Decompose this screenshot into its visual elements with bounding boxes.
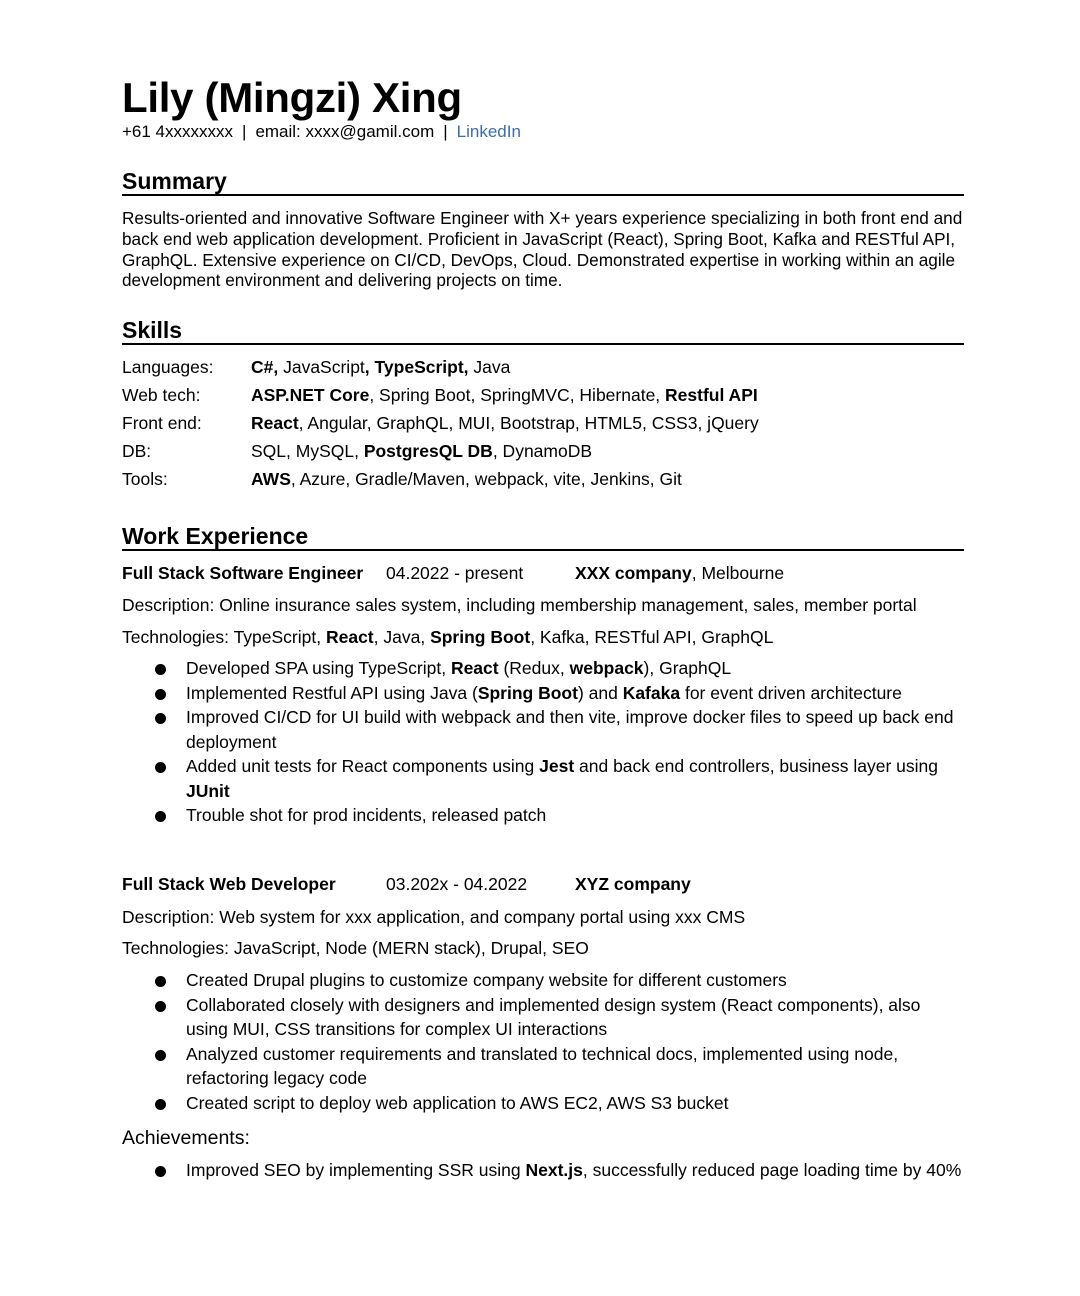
bullet-item bbox=[122, 1158, 962, 1183]
skill-category-label: Tools: bbox=[122, 469, 168, 489]
bold-text: C#, bbox=[251, 357, 279, 377]
text-run: Technologies: TypeScript, bbox=[122, 627, 326, 647]
bullet-dot-icon bbox=[155, 713, 166, 724]
achievements-bullet-list bbox=[122, 1158, 964, 1183]
company-name: XYZ company bbox=[575, 874, 691, 894]
bold-text: Kafaka bbox=[622, 682, 681, 703]
text-run: Implemented Restful API using Java ( bbox=[186, 682, 478, 703]
contact-line bbox=[122, 122, 521, 142]
bold-text: Restful API bbox=[665, 385, 758, 405]
bullet-item bbox=[122, 656, 962, 681]
skill-values bbox=[251, 440, 592, 468]
bullet-dot-icon bbox=[155, 689, 166, 700]
job-technologies bbox=[122, 626, 773, 648]
text-run: JavaScript bbox=[278, 357, 365, 377]
job-technologies bbox=[122, 937, 589, 959]
bold-text: Spring Boot bbox=[430, 627, 531, 647]
text-run: Trouble shot for prod incidents, released patch bbox=[186, 805, 547, 825]
bullet-dot-icon bbox=[155, 1050, 166, 1061]
job-header bbox=[122, 873, 964, 895]
bullet-item bbox=[122, 754, 962, 803]
bullet-item bbox=[122, 968, 962, 993]
bold-text: Next.js bbox=[525, 1160, 583, 1180]
bullet-item bbox=[122, 705, 962, 754]
job-title: Full Stack Software Engineer bbox=[122, 563, 364, 583]
text-run: ) and bbox=[577, 682, 623, 703]
skill-values bbox=[251, 468, 682, 496]
skill-category-label: Front end: bbox=[122, 413, 202, 433]
work-experience-heading: Work Experience bbox=[122, 523, 964, 551]
candidate-name: Lily (Mingzi) Xing bbox=[122, 74, 462, 121]
linkedin-link[interactable]: LinkedIn bbox=[456, 122, 521, 141]
job-description: Description: Web system for xxx application, and company portal using xxx CMS bbox=[122, 907, 746, 927]
contact-separator: | bbox=[443, 122, 448, 141]
bold-text: ASP.NET Core bbox=[251, 385, 370, 405]
skill-category-label: Web tech: bbox=[122, 385, 201, 405]
phone-number: +61 4xxxxxxxx bbox=[122, 122, 234, 141]
text-run: , successfully reduced page loading time by 40% bbox=[582, 1160, 962, 1180]
text-run: for event driven architecture bbox=[680, 682, 902, 703]
job-dates: 03.202x - 04.2022 bbox=[386, 874, 528, 894]
bullet-dot-icon bbox=[155, 976, 166, 987]
bullet-dot-icon bbox=[155, 664, 166, 675]
text-run: , Java, bbox=[373, 627, 431, 647]
bullet-item bbox=[122, 993, 962, 1042]
bullet-item bbox=[122, 1042, 962, 1091]
company-location: , Melbourne bbox=[691, 563, 785, 583]
bold-text: webpack bbox=[569, 658, 644, 678]
bold-text: PostgresQL DB bbox=[363, 441, 493, 461]
text-run: Added unit tests for React components using bbox=[186, 756, 540, 776]
skill-category-label: DB: bbox=[122, 441, 152, 461]
achievements-label: Achievements: bbox=[122, 1127, 250, 1149]
job-title: Full Stack Web Developer bbox=[122, 874, 336, 894]
text-run: , Kafka, RESTful API, GraphQL bbox=[530, 627, 774, 647]
bold-text: Jest bbox=[539, 756, 575, 776]
bold-text: Spring Boot bbox=[477, 682, 578, 703]
skill-row bbox=[122, 356, 964, 384]
skills-table bbox=[122, 356, 964, 496]
skill-category-label: Languages: bbox=[122, 357, 214, 377]
bullet-dot-icon bbox=[155, 1166, 166, 1177]
bullet-dot-icon bbox=[155, 1099, 166, 1110]
skill-row bbox=[122, 468, 964, 496]
text-run: Developed SPA using TypeScript, bbox=[186, 658, 451, 678]
text-run: Created Drupal plugins to customize company website for different customers bbox=[186, 970, 787, 990]
skill-row bbox=[122, 412, 964, 440]
text-run: Java bbox=[468, 357, 511, 377]
text-run: , Spring Boot, SpringMVC, Hibernate, bbox=[369, 385, 666, 405]
skill-values bbox=[251, 384, 758, 412]
text-run: ), GraphQL bbox=[643, 658, 732, 678]
bold-text: React bbox=[450, 658, 499, 678]
text-run: SQL, MySQL, bbox=[251, 441, 364, 461]
contact-separator: | bbox=[242, 122, 247, 141]
skills-heading: Skills bbox=[122, 317, 964, 345]
bold-text: AWS bbox=[251, 469, 291, 489]
text-run: Created script to deploy web application to AWS EC2, AWS S3 bucket bbox=[186, 1092, 729, 1113]
bold-text: , TypeScript, bbox=[364, 357, 469, 377]
job-description: Description: Online insurance sales system, including membership management, sales, member portal bbox=[122, 595, 917, 615]
summary-heading: Summary bbox=[122, 168, 964, 196]
text-run: Technologies: JavaScript, Node (MERN stack), Drupal, SEO bbox=[122, 938, 589, 958]
bullet-item bbox=[122, 681, 962, 706]
job-bullet-list bbox=[122, 656, 964, 828]
skill-values bbox=[251, 412, 759, 440]
text-run: Collaborated closely with designers and implemented design system (React components), also using MUI, CSS transitions for complex UI interactions bbox=[186, 994, 921, 1039]
company-name: XXX company bbox=[575, 563, 692, 583]
text-run: , Angular, GraphQL, MUI, Bootstrap, HTML5, CSS3, jQuery bbox=[298, 413, 759, 433]
job-dates: 04.2022 - present bbox=[386, 563, 524, 583]
job-bullet-list bbox=[122, 968, 964, 1115]
email-address: email: xxxx@gamil.com bbox=[255, 122, 435, 141]
job-header bbox=[122, 562, 964, 584]
bullet-dot-icon bbox=[155, 1001, 166, 1012]
text-run: Improved SEO by implementing SSR using bbox=[186, 1160, 526, 1180]
bullet-dot-icon bbox=[155, 811, 166, 822]
skill-row bbox=[122, 440, 964, 468]
text-run: , Azure, Gradle/Maven, webpack, vite, Jenkins, Git bbox=[290, 469, 682, 489]
bullet-dot-icon bbox=[155, 762, 166, 773]
job-company bbox=[575, 562, 784, 584]
summary-text: Results-oriented and innovative Software Engineer with X+ years experience specializing in both front end and back end web application development. Proficient in JavaScript (React), Spring Boot, Kafka and RESTful API, GraphQL. Extensive experience on CI/CD, DevOps, Cloud. Demonstrated expertise in working within an agile development environment and delivering projects on time. bbox=[122, 208, 963, 291]
bold-text: React bbox=[251, 413, 299, 433]
bold-text: React bbox=[325, 627, 374, 647]
text-run: (Redux, bbox=[498, 658, 570, 678]
bullet-item bbox=[122, 803, 962, 828]
skill-values bbox=[251, 356, 510, 384]
bold-text: JUnit bbox=[186, 780, 230, 801]
bullet-item bbox=[122, 1091, 962, 1116]
text-run: and back end controllers, business layer using bbox=[574, 756, 938, 776]
job-company bbox=[575, 873, 691, 895]
skill-row bbox=[122, 384, 964, 412]
text-run: , DynamoDB bbox=[492, 441, 593, 461]
text-run: Improved CI/CD for UI build with webpack and then vite, improve docker files to speed up back end deployment bbox=[186, 707, 954, 752]
text-run: Analyzed customer requirements and translated to technical docs, implemented using node, refactoring legacy code bbox=[186, 1043, 899, 1088]
